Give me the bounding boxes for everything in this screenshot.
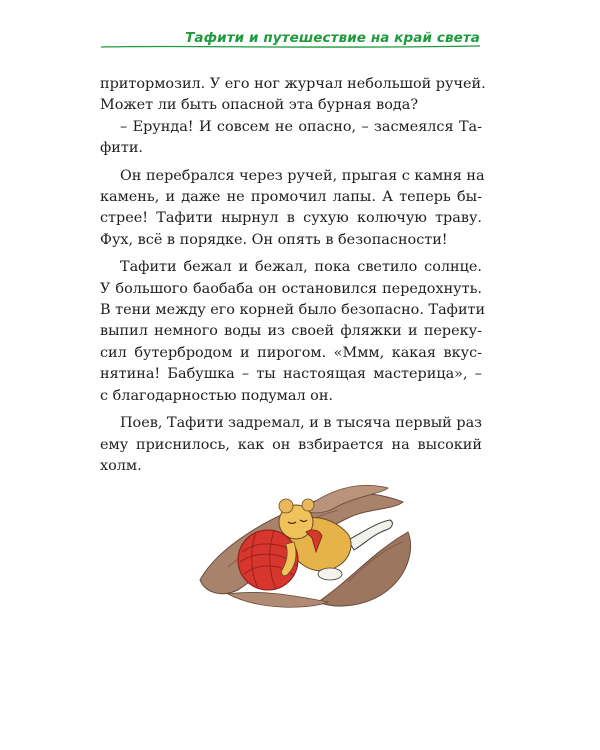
text-block — [100, 74, 486, 477]
text-line: камень, и даже не промочил лапы. А теперь бы- — [100, 189, 482, 206]
text-line: нятина! Бабушка – ты настоящая мастерица», – — [100, 366, 482, 383]
text-line: фити. — [100, 140, 143, 157]
tafiti-ear — [302, 499, 314, 511]
text-line: Может ли быть опасной эта бурная вода? — [100, 97, 419, 114]
text-line: стрее! Тафити нырнул в сухую колючую траву. — [100, 210, 482, 227]
running-head — [100, 25, 482, 51]
text-line: Поев, Тафити задремал, и в тысяча первый раз — [120, 415, 482, 432]
text-line: – Ерунда! И совсем не опасно, – засмеялся Та- — [120, 118, 482, 135]
text-line: притормозил. У его ног журчал небольшой ручей. — [100, 76, 486, 92]
text-line: ему приснилось, как он взбирается на высокий — [100, 436, 482, 453]
sleeping-tafiti-illustration — [198, 462, 418, 612]
text-line: холм. — [100, 457, 142, 474]
text-line: В тени между его корней было безопасно. Тафити — [100, 302, 486, 319]
text-line: с благодарностью подумал он. — [100, 387, 333, 404]
text-line: Фух, всё в порядке. Он опять в безопасности! — [100, 231, 448, 248]
illustration — [198, 462, 418, 612]
text-line: Тафити бежал и бежал, пока светило солнце. — [120, 259, 482, 276]
baobab-root — [228, 592, 328, 607]
text-line: сил бутербродом и пирогом. «Ммм, какая вкус- — [100, 344, 482, 361]
tafiti-tail — [348, 520, 392, 550]
tafiti-ear — [279, 499, 293, 513]
text-line: выпил немного воды из своей фляжки и переку- — [100, 323, 482, 340]
tafiti-foot — [318, 568, 342, 580]
text-line: У большого баобаба он остановился передохнуть. — [100, 280, 482, 297]
text-line: Он перебрался через ручей, прыгая с камня на — [120, 167, 485, 184]
running-title: Тафити и путешествие на край света — [185, 30, 480, 46]
